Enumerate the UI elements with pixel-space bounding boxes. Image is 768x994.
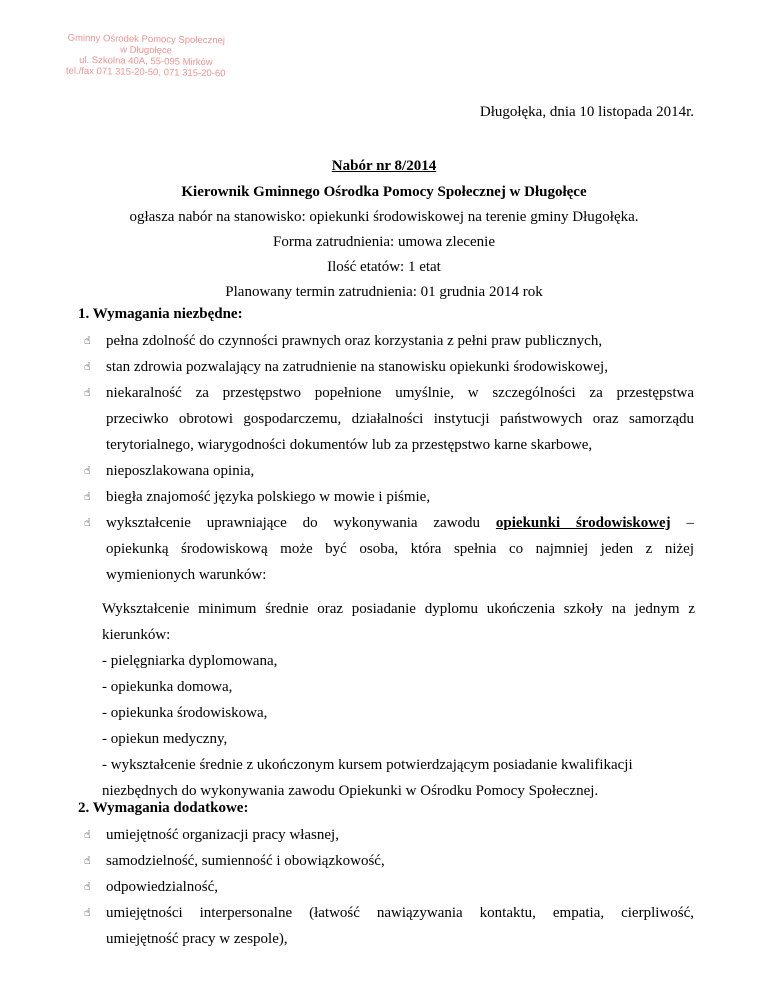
education-requirement: Wykształcenie minimum średnie oraz posiadanie dyplomu ukończenia szkoły na jednym z kierunków: <box>102 601 695 643</box>
recruitment-number: Nabór nr 8/2014 <box>331 158 437 174</box>
list-item: - opiekun medyczny, <box>102 731 228 747</box>
document-date: Długołęka, dnia 10 listopada 2014r. <box>479 104 694 120</box>
stamp-line-1: Gminny Ośrodek Pomocy Społecznej <box>67 32 226 47</box>
list-item: ☝ nieposzlakowana opinia, <box>84 458 694 484</box>
section-1-title: 1. Wymagania niezbędne: <box>78 306 243 322</box>
caret-bullet-icon: ☝ <box>84 360 91 373</box>
list-item: ☝ samodzielność, sumienność i obowiązkowość, <box>84 848 694 874</box>
section-2-title: 2. Wymagania dodatkowe: <box>78 800 249 816</box>
list-item: ☝ umiejętności interpersonalne (łatwość nawiązywania kontaktu, empatia, cierpliwość, umiejętność pracy w zespole), <box>84 900 694 952</box>
list-item: - wykształcenie średnie z ukończonym kursem potwierdzającym posiadanie kwalifikacji <box>102 757 633 773</box>
list-item: ☝ stan zdrowia pozwalający na zatrudnienie na stanowisku opiekunki środowiskowej, <box>84 354 694 380</box>
list-item: ☝ odpowiedzialność, <box>84 874 694 900</box>
stamp-line-3: ul. Szkolna 40A, 55-095 Mirków <box>79 54 213 69</box>
highlighted-profession: opiekunki środowiskowej <box>495 515 671 531</box>
list-item: ☝ biegła znajomość języka polskiego w mowie i piśmie, <box>84 484 694 510</box>
announcement-text: ogłasza nabór na stanowisko: opiekunki środowiskowej na terenie gminy Długołęka. <box>129 209 639 225</box>
caret-bullet-icon: ☝ <box>84 334 91 347</box>
list-item: ☝ wykształcenie uprawniające do wykonywania zawodu opiekunki środowiskowej – opiekunką środowiskową może być osoba, która spełnia co najmniej jeden z niżej wymienionych warunków: <box>84 510 694 588</box>
caret-bullet-icon: ☝ <box>84 906 91 919</box>
list-item: - opiekunka środowiskowa, <box>102 705 268 721</box>
employment-form: Forma zatrudnienia: umowa zlecenie <box>273 234 495 250</box>
planned-start: Planowany termin zatrudnienia: 01 grudnia 2014 rok <box>225 284 543 300</box>
caret-bullet-icon: ☝ <box>84 880 91 893</box>
stamp-line-2: w Długołęce <box>120 44 173 57</box>
institution-stamp <box>56 32 237 79</box>
caret-bullet-icon: ☝ <box>84 386 91 399</box>
caret-bullet-icon: ☝ <box>84 828 91 841</box>
list-item: - pielęgniarka dyplomowana, <box>102 653 278 669</box>
caret-bullet-icon: ☝ <box>84 464 91 477</box>
recruiter-title: Kierownik Gminnego Ośrodka Pomocy Społecznej w Długołęce <box>181 184 587 200</box>
caret-bullet-icon: ☝ <box>84 490 91 503</box>
list-item: ☝ pełna zdolność do czynności prawnych oraz korzystania z pełni praw publicznych, <box>84 328 694 354</box>
list-item: ☝ niekaralność za przestępstwo popełnione umyślnie, w szczególności za przestępstwa przeciwko obrotowi gospodarczemu, działalności instytucji państwowych oraz samorządu terytorialnego, wiarygodności dokumentów lub za przestępstwo karne skarbowe, <box>84 380 694 458</box>
education-options: - pielęgniarka dyplomowana, - opiekunka domowa, - opiekunka środowiskowa, - opiekun medyczny, - wykształcenie średnie z ukończonym kursem potwierdzającym posiadanie kwalifikacji niezbędnych do wykonywania zawodu Opiekunki w Ośrodku Pomocy Społecznej. <box>102 648 695 804</box>
caret-bullet-icon: ☝ <box>84 516 91 529</box>
list-item: ☝ umiejętność organizacji pracy własnej, <box>84 822 694 848</box>
stamp-line-4: tel./fax 071 315-20-50, 071 315-20-60 <box>65 65 226 80</box>
list-item: - opiekunka domowa, <box>102 679 233 695</box>
positions-count: Ilość etatów: 1 etat <box>327 259 441 275</box>
caret-bullet-icon: ☝ <box>84 854 91 867</box>
